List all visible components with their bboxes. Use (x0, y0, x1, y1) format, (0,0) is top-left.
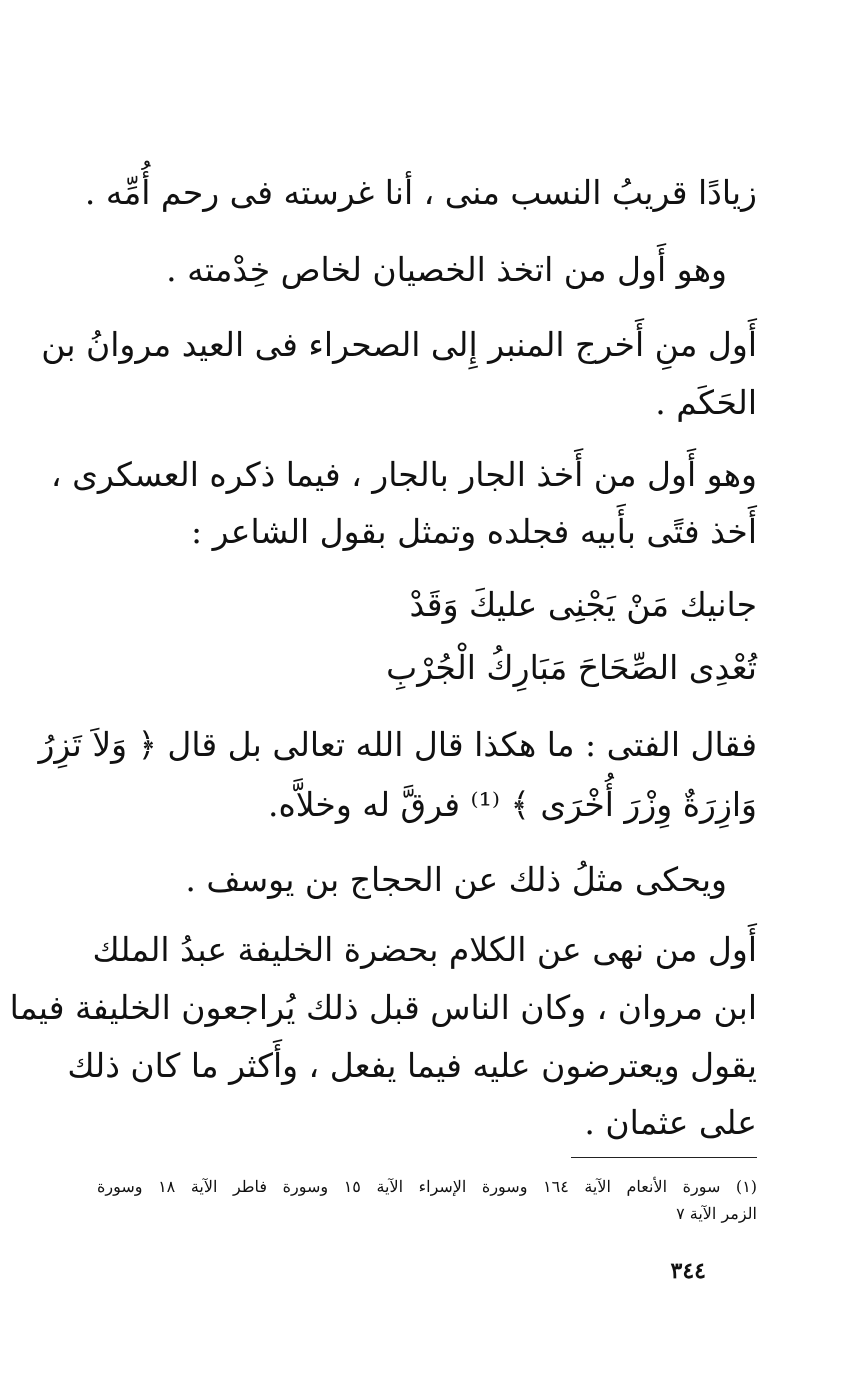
text-line-12: يقول ويعترضون عليه فيما يفعل ، وأَكثر ما كان ذلك (67, 1046, 757, 1085)
text-line-13: على عثمان . (584, 1103, 757, 1142)
text-line-10: أَول من نهى عن الكلام بحضرة الخليفة عبدُ الملك (92, 930, 757, 969)
text-line-6: أَخذ فتًى بأَبيه فجلده وتمثل بقول الشاعر : (190, 512, 757, 551)
text-line-3: أَول منِ أَخرج المنبر إِلى الصحراء فى العيد مروانُ بن (41, 325, 757, 364)
text-line-4: الحَكَم . (655, 383, 757, 422)
text-line-9: ويحكى مثلُ ذلك عن الحجاج بن يوسف . (185, 860, 727, 899)
footnote-line-2: الزمر الآية ٧ (676, 1204, 757, 1223)
footnote-line-1: (١) سورة الأنعام الآية ١٦٤ وسورة الإسراء الآية ١٥ وسورة فاطر الآية ١٨ وسورة (97, 1177, 758, 1196)
page-number: ٣٤٤ (670, 1258, 706, 1284)
verse-line-1: جانيك مَنْ يَجْنِى عليكَ وَقَدْ (409, 585, 757, 624)
text-line-7: فقال الفتى : ما هكذا قال الله تعالى بل قال ﴿ وَلاَ تَزِرُ (38, 725, 757, 764)
verse-line-2: تُعْدِى الصِّحَاحَ مَبَارِكُ الْجُرْبِ (386, 648, 757, 687)
footnote-divider (571, 1157, 757, 1158)
text-line-1: زيادًا قريبُ النسب منى ، أنا غرسته فى رحم أُمِّه . (84, 173, 757, 212)
text-line-5: وهو أَول من أَخذ الجار بالجار ، فيما ذكره العسكرى ، (50, 455, 757, 494)
text-line-8: وَازِرَةٌ وِزْرَ أُخْرَى ﴾ ⁽¹⁾ فرقَّ له وخلاَّه. (267, 785, 757, 824)
text-line-11: ابن مروان ، وكان الناس قبل ذلك يُراجعون الخليفة فيما (9, 988, 757, 1027)
text-line-2: وهو أَول من اتخذ الخصيان لخاص خِدْمته . (166, 250, 727, 289)
